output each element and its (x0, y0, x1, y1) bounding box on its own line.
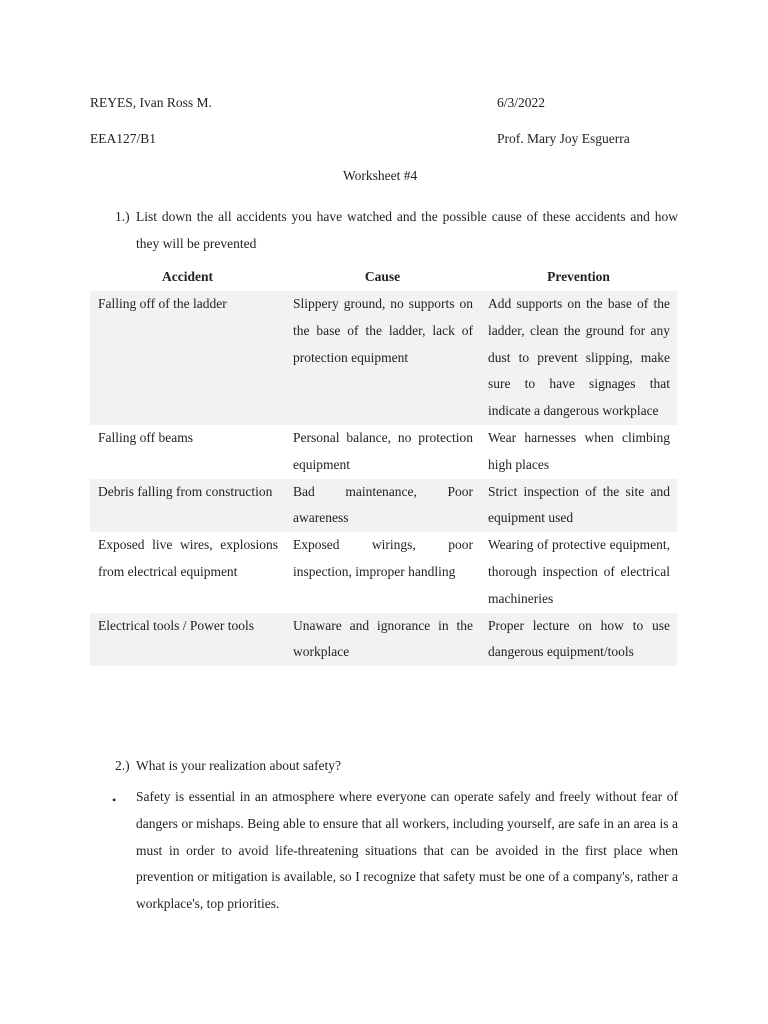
cause-cell: Bad maintenance, Poor awareness (285, 479, 480, 533)
prevention-cell: Strict inspection of the site and equipment used (480, 479, 677, 533)
column-header-accident: Accident (90, 264, 285, 291)
student-name: REYES, Ivan Ross M. (90, 95, 212, 110)
accident-cell: Electrical tools / Power tools (90, 613, 285, 667)
question-2-text: What is your realization about safety? (136, 758, 342, 773)
cause-cell: Personal balance, no protection equipment (285, 425, 480, 479)
prevention-cell: Wearing of protective equipment, thorough inspection of electrical machineries (480, 532, 677, 612)
accident-cell: Falling off beams (90, 425, 285, 479)
prevention-cell: Proper lecture on how to use dangerous equipment/tools (480, 613, 677, 667)
submission-date: 6/3/2022 (497, 95, 546, 110)
class-section: EEA127/B1 (90, 131, 156, 146)
cause-cell: Slippery ground, no supports on the base of the ladder, lack of protection equipment (285, 291, 480, 425)
accident-cell: Debris falling from construction (90, 479, 285, 533)
column-header-prevention: Prevention (480, 264, 677, 291)
accident-table (90, 264, 677, 666)
table-row (90, 479, 677, 533)
table-row (90, 613, 677, 667)
professor-name: Prof. Mary Joy Esguerra (497, 131, 630, 146)
table-row (90, 291, 677, 425)
worksheet-title: Worksheet #4 (343, 168, 418, 183)
column-header-cause: Cause (285, 264, 480, 291)
accident-cell: Falling off of the ladder (90, 291, 285, 425)
cause-cell: Unaware and ignorance in the workplace (285, 613, 480, 667)
prevention-cell: Wear harnesses when climbing high places (480, 425, 677, 479)
answer-paragraph: Safety is essential in an atmosphere where everyone can operate safely and freely without fear of dangers or mishaps. Being able to ensure that all workers, including yourself, are safe in an area is a must in order to avoid life-threatening situations that can be avoided in the first place when prevention or mitigation is available, so I recognize that safety must be one of a company's, rather a workplace's, top priorities. (136, 789, 678, 912)
bullet-icon: • (112, 793, 117, 807)
table-row (90, 532, 677, 612)
prevention-cell: Add supports on the base of the ladder, clean the ground for any dust to prevent slipping, make sure to have signages that indicate a dangerous workplace (480, 291, 677, 425)
question-1-number: 1.) (115, 209, 130, 224)
table-header-row (90, 264, 677, 291)
cause-cell: Exposed wirings, poor inspection, improper handling (285, 532, 480, 612)
accident-cell: Exposed live wires, explosions from electrical equipment (90, 532, 285, 612)
question-2-number: 2.) (115, 758, 130, 773)
table-row (90, 425, 677, 479)
question-1-text: List down the all accidents you have watched and the possible cause of these accidents and how they will be prevented (136, 209, 678, 251)
